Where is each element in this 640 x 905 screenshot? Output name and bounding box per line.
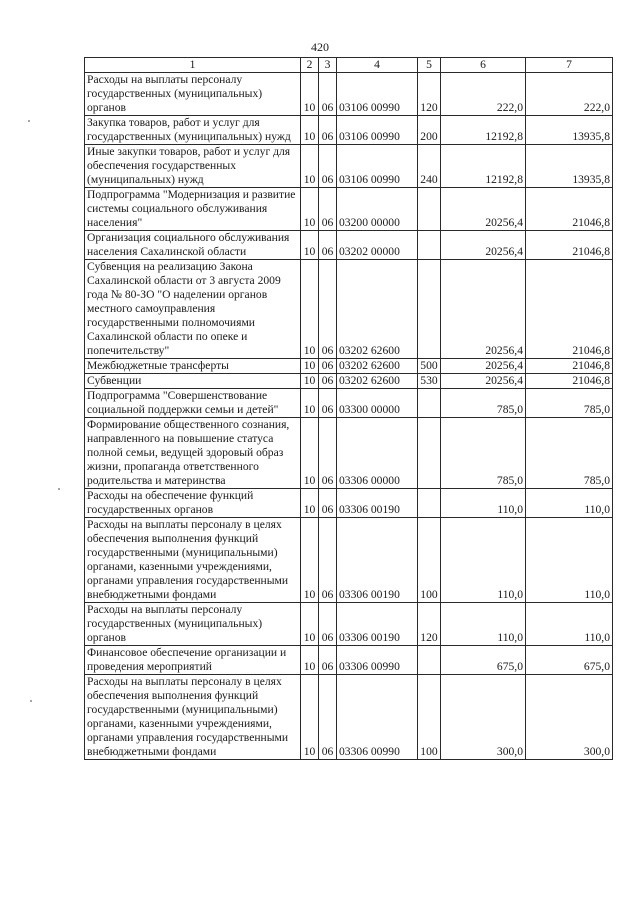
header-row <box>85 58 613 73</box>
row-amount-year1: 222,0 <box>441 73 526 116</box>
row-expense-type: 100 <box>418 518 441 603</box>
row-section: 10 <box>301 260 319 359</box>
row-name: Формирование общественного сознания, направленного на повышение статуса полной семьи, ведущей здоровый образ жизни, пропаганда ответственного родительства и материнства <box>85 418 301 489</box>
scan-speck <box>30 700 32 702</box>
row-target-article: 03202 00000 <box>337 231 418 260</box>
row-amount-year1: 20256,4 <box>441 260 526 359</box>
row-expense-type: 120 <box>418 603 441 646</box>
row-expense-type: 530 <box>418 374 441 389</box>
row-expense-type <box>418 489 441 518</box>
row-expense-type <box>418 188 441 231</box>
row-section: 10 <box>301 489 319 518</box>
row-section: 10 <box>301 231 319 260</box>
row-name: Субвенция на реализацию Закона Сахалинской области от 3 августа 2009 года № 80-ЗО "О наделении органов местного самоуправления государственными полномочиями Сахалинской области по опеке и попечительству" <box>85 260 301 359</box>
row-target-article: 03306 00990 <box>337 646 418 675</box>
row-subsection: 06 <box>319 603 337 646</box>
row-amount-year2: 21046,8 <box>526 231 613 260</box>
row-amount-year1: 110,0 <box>441 518 526 603</box>
row-subsection: 06 <box>319 260 337 359</box>
row-subsection: 06 <box>319 518 337 603</box>
row-amount-year1: 20256,4 <box>441 359 526 374</box>
row-section: 10 <box>301 389 319 418</box>
row-expense-type: 100 <box>418 675 441 760</box>
row-target-article: 03306 00990 <box>337 675 418 760</box>
row-name: Подпрограмма "Совершенствование социальной поддержки семьи и детей" <box>85 389 301 418</box>
row-amount-year1: 110,0 <box>441 603 526 646</box>
table-row <box>85 646 613 675</box>
row-amount-year1: 300,0 <box>441 675 526 760</box>
row-section: 10 <box>301 675 319 760</box>
row-amount-year1: 12192,8 <box>441 145 526 188</box>
table-row <box>85 188 613 231</box>
row-amount-year2: 13935,8 <box>526 116 613 145</box>
row-amount-year2: 110,0 <box>526 489 613 518</box>
row-name: Расходы на выплаты персоналу государственных (муниципальных) органов <box>85 73 301 116</box>
row-expense-type <box>418 389 441 418</box>
row-amount-year1: 20256,4 <box>441 231 526 260</box>
column-header: 5 <box>418 58 441 73</box>
row-section: 10 <box>301 359 319 374</box>
row-amount-year2: 785,0 <box>526 389 613 418</box>
row-amount-year2: 21046,8 <box>526 359 613 374</box>
table-row <box>85 116 613 145</box>
row-target-article: 03306 00190 <box>337 518 418 603</box>
row-amount-year1: 110,0 <box>441 489 526 518</box>
table-row <box>85 675 613 760</box>
table-row <box>85 418 613 489</box>
row-name: Межбюджетные трансферты <box>85 359 301 374</box>
row-subsection: 06 <box>319 646 337 675</box>
row-expense-type <box>418 260 441 359</box>
row-target-article: 03306 00190 <box>337 489 418 518</box>
row-section: 10 <box>301 188 319 231</box>
row-section: 10 <box>301 518 319 603</box>
table-row <box>85 73 613 116</box>
row-subsection: 06 <box>319 73 337 116</box>
column-header: 4 <box>337 58 418 73</box>
row-subsection: 06 <box>319 188 337 231</box>
row-section: 10 <box>301 116 319 145</box>
row-amount-year1: 20256,4 <box>441 188 526 231</box>
row-amount-year1: 12192,8 <box>441 116 526 145</box>
row-subsection: 06 <box>319 359 337 374</box>
row-amount-year1: 675,0 <box>441 646 526 675</box>
row-target-article: 03106 00990 <box>337 145 418 188</box>
row-expense-type <box>418 418 441 489</box>
row-name: Иные закупки товаров, работ и услуг для обеспечения государственных (муниципальных) нужд <box>85 145 301 188</box>
table-row <box>85 518 613 603</box>
row-section: 10 <box>301 73 319 116</box>
row-amount-year2: 785,0 <box>526 418 613 489</box>
row-target-article: 03202 62600 <box>337 359 418 374</box>
row-section: 10 <box>301 646 319 675</box>
column-header: 6 <box>441 58 526 73</box>
row-amount-year2: 300,0 <box>526 675 613 760</box>
row-target-article: 03202 62600 <box>337 260 418 359</box>
row-target-article: 03306 00000 <box>337 418 418 489</box>
row-name: Закупка товаров, работ и услуг для государственных (муниципальных) нужд <box>85 116 301 145</box>
column-header: 3 <box>319 58 337 73</box>
table-row <box>85 260 613 359</box>
row-section: 10 <box>301 603 319 646</box>
table-row <box>85 489 613 518</box>
row-name: Расходы на выплаты персоналу в целях обеспечения выполнения функций государственными (муниципальными) органами, казенными учреждениями, органами управления государственными внебюджетными фондами <box>85 518 301 603</box>
row-target-article: 03106 00990 <box>337 116 418 145</box>
row-target-article: 03300 00000 <box>337 389 418 418</box>
row-target-article: 03306 00190 <box>337 603 418 646</box>
table-row <box>85 359 613 374</box>
row-expense-type: 120 <box>418 73 441 116</box>
row-name: Расходы на обеспечение функций государственных органов <box>85 489 301 518</box>
row-target-article: 03106 00990 <box>337 73 418 116</box>
row-name: Субвенции <box>85 374 301 389</box>
row-name: Подпрограмма "Модернизация и развитие системы социального обслуживания населения" <box>85 188 301 231</box>
row-expense-type <box>418 646 441 675</box>
table-row <box>85 374 613 389</box>
row-amount-year2: 21046,8 <box>526 374 613 389</box>
row-name: Финансовое обеспечение организации и проведения мероприятий <box>85 646 301 675</box>
row-subsection: 06 <box>319 489 337 518</box>
row-name: Расходы на выплаты персоналу государственных (муниципальных) органов <box>85 603 301 646</box>
row-amount-year1: 20256,4 <box>441 374 526 389</box>
budget-table <box>84 57 613 760</box>
table-row <box>85 603 613 646</box>
row-section: 10 <box>301 145 319 188</box>
scan-speck <box>28 120 30 122</box>
row-subsection: 06 <box>319 389 337 418</box>
row-subsection: 06 <box>319 231 337 260</box>
row-amount-year2: 222,0 <box>526 73 613 116</box>
row-target-article: 03202 62600 <box>337 374 418 389</box>
column-header: 1 <box>85 58 301 73</box>
row-amount-year1: 785,0 <box>441 389 526 418</box>
row-target-article: 03200 00000 <box>337 188 418 231</box>
row-amount-year2: 675,0 <box>526 646 613 675</box>
row-name: Расходы на выплаты персоналу в целях обеспечения выполнения функций государственными (муниципальными) органами, казенными учреждениями, органами управления государственными внебюджетными фондами <box>85 675 301 760</box>
row-expense-type: 240 <box>418 145 441 188</box>
row-subsection: 06 <box>319 116 337 145</box>
table-row <box>85 231 613 260</box>
page-number: 420 <box>311 40 329 54</box>
scan-speck <box>58 488 60 490</box>
row-expense-type <box>418 231 441 260</box>
column-header: 7 <box>526 58 613 73</box>
row-amount-year2: 110,0 <box>526 603 613 646</box>
row-subsection: 06 <box>319 145 337 188</box>
row-amount-year2: 110,0 <box>526 518 613 603</box>
row-amount-year2: 21046,8 <box>526 188 613 231</box>
row-subsection: 06 <box>319 418 337 489</box>
table-row <box>85 389 613 418</box>
row-amount-year1: 785,0 <box>441 418 526 489</box>
row-amount-year2: 13935,8 <box>526 145 613 188</box>
table-row <box>85 145 613 188</box>
row-expense-type: 200 <box>418 116 441 145</box>
row-section: 10 <box>301 418 319 489</box>
row-name: Организация социального обслуживания населения Сахалинской области <box>85 231 301 260</box>
row-subsection: 06 <box>319 675 337 760</box>
column-header: 2 <box>301 58 319 73</box>
row-expense-type: 500 <box>418 359 441 374</box>
row-amount-year2: 21046,8 <box>526 260 613 359</box>
row-subsection: 06 <box>319 374 337 389</box>
row-section: 10 <box>301 374 319 389</box>
